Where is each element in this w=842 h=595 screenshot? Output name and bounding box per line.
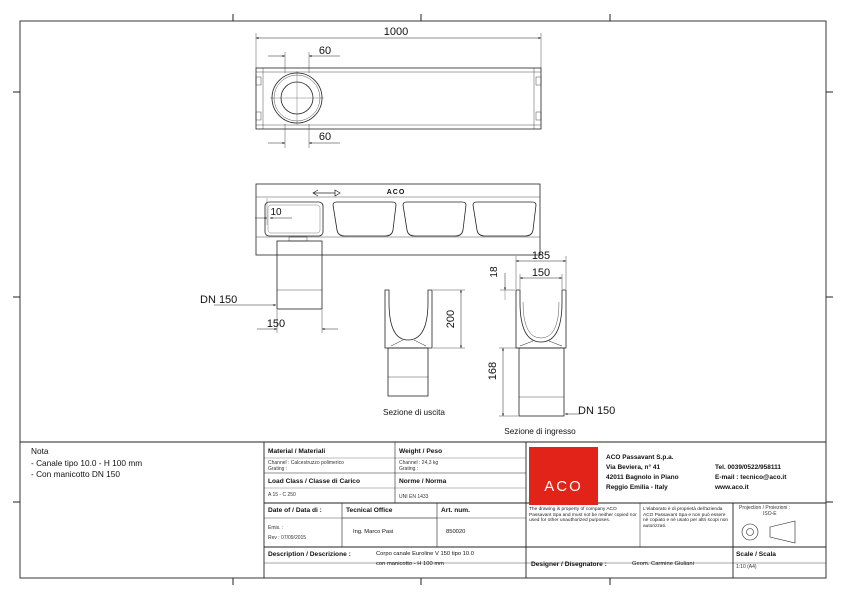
outlet-label: Sezione di uscita xyxy=(383,408,445,417)
revision-date: Rev : 07/09/2015 xyxy=(268,535,307,541)
dim-top-outer: 60 xyxy=(318,45,332,57)
aco-logo xyxy=(529,447,598,505)
dim-top-inner: 60 xyxy=(318,131,332,143)
projection-value: ISO-E xyxy=(763,511,777,517)
outlet-section xyxy=(385,290,465,396)
company-email[interactable]: E-mail : tecnico@aco.it xyxy=(715,474,787,481)
scale-value: 1:10 (A4) xyxy=(736,564,757,570)
company-region: Reggio Emilia - Italy xyxy=(606,484,668,491)
load-class-value: A 15 - C 250 xyxy=(268,492,296,498)
weight-grating: Grating : xyxy=(399,466,419,472)
side-view xyxy=(214,184,540,333)
article-label: Art. num. xyxy=(441,507,470,514)
dim-spigot-height: 168 xyxy=(487,361,499,381)
dim-inner-width: 150 xyxy=(531,267,551,279)
legal-notice-it: L'elaborato è di proprietà dell'azienda ACO Passavant Spa e non può essere nè copiato e nè usato per altri scopi non autorizzati. xyxy=(643,507,729,529)
dim-length: 1000 xyxy=(383,26,409,38)
norm-label: Norme / Norma xyxy=(399,478,447,485)
weight-label: Weight / Peso xyxy=(399,448,443,455)
office-value: Ing. Marco Pasi xyxy=(353,529,394,535)
projection-symbol-icon xyxy=(742,521,795,543)
norm-value: UNI EN 1433 xyxy=(399,494,429,500)
dim-spigot-width: 150 xyxy=(266,318,286,330)
legal-notice-en: The drawing is property of company ACO Passavant Spa and must not be neither copied nor used for other unauthorized purposes. xyxy=(529,507,637,524)
description-line-1: Corpo canale Euroline V 150 tipo 10.0 xyxy=(376,551,474,557)
dim-dn-right: DN 150 xyxy=(578,405,616,417)
designer-label: Designer / Disegnatore : xyxy=(531,561,607,568)
scale-label: Scale / Scala xyxy=(736,551,776,558)
dim-outer-width: 185 xyxy=(531,250,551,262)
company-name: ACO Passavant S.p.a. xyxy=(606,454,674,461)
company-web[interactable]: www.aco.it xyxy=(715,484,749,491)
note-line-1: - Canale tipo 10.0 - H 100 mm xyxy=(31,458,143,468)
dim-height: 200 xyxy=(445,309,457,329)
projection-label: Projection / Proiezioni : xyxy=(739,505,791,511)
company-street: Via Beviera, n° 41 xyxy=(606,464,661,471)
grating-label: Grating : xyxy=(268,466,288,472)
weight-value: Channel : 24,3 kg xyxy=(399,460,439,466)
emission-date: Emis. : xyxy=(268,525,284,531)
top-view xyxy=(256,33,541,148)
dim-rim: 18 xyxy=(489,266,500,278)
grate-marking: ACO xyxy=(386,189,406,196)
load-class-label: Load Class / Classe di Carico xyxy=(268,478,360,485)
aco-logo-text: ACO xyxy=(544,478,583,495)
company-tel: Tel. 0039/0522/958111 xyxy=(715,464,782,471)
material-value: Channel : Calcestruzzo polimerico xyxy=(268,460,344,466)
article-number: 850020 xyxy=(446,529,466,535)
material-label: Material / Materiali xyxy=(268,448,326,455)
inlet-label: Sezione di ingresso xyxy=(504,427,576,436)
dim-wall: 10 xyxy=(270,207,282,218)
inlet-section xyxy=(499,256,580,416)
description-label: Description / Descrizione : xyxy=(268,551,351,558)
description-line-2: con manicotto - H 100 mm xyxy=(376,561,444,567)
dim-dn-left: DN 150 xyxy=(200,294,238,306)
office-label: Tecnical Office xyxy=(346,507,393,514)
company-city: 42011 Bagnolo in Piano xyxy=(606,474,679,481)
date-label: Date of / Data di : xyxy=(268,507,322,514)
note-title: Nota xyxy=(31,446,49,456)
note-line-2: - Con manicotto DN 150 xyxy=(31,469,121,479)
designer-value: Geom. Carmine Giuliani xyxy=(632,561,694,567)
